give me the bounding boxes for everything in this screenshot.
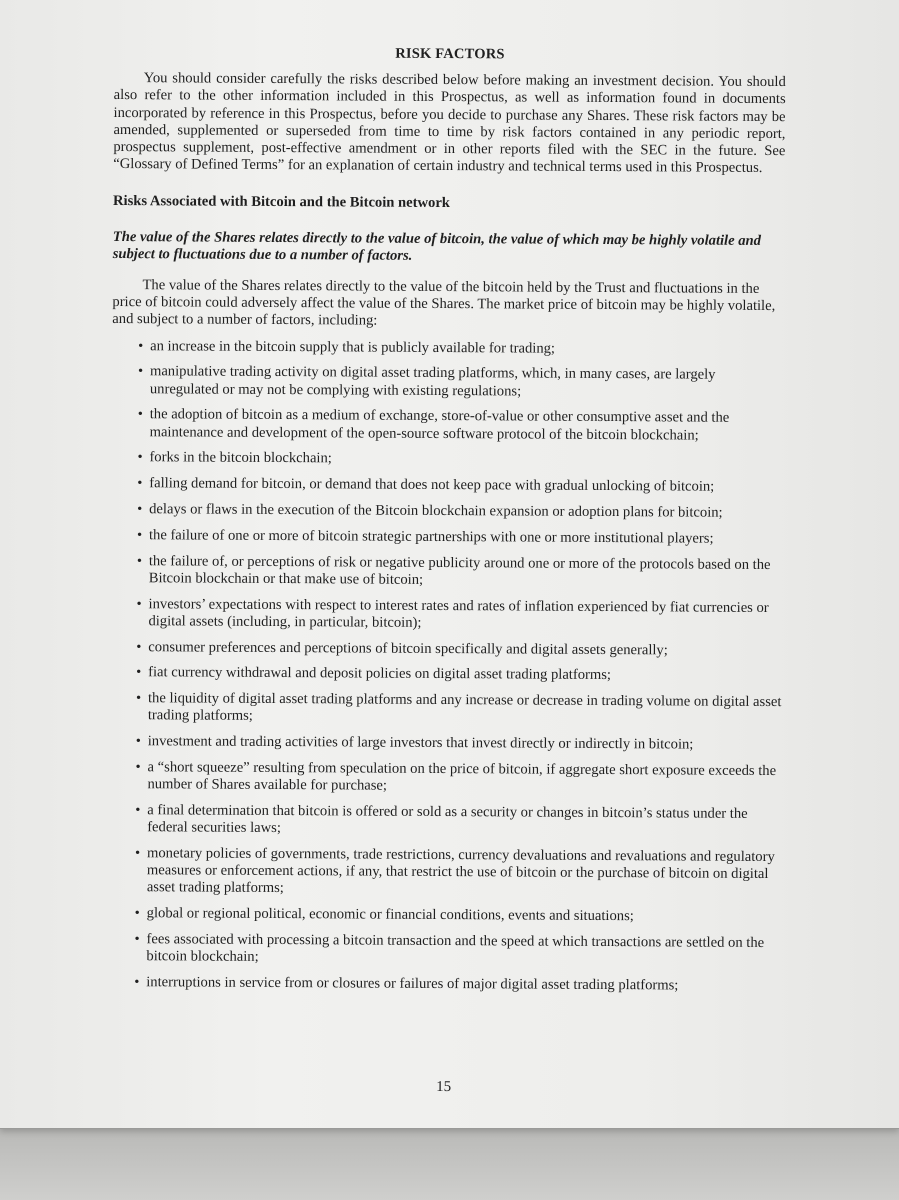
risk-factor-item xyxy=(109,845,781,901)
risk-factor-item xyxy=(112,406,784,445)
risk-factor-text: monetary policies of governments, trade restrictions, currency devaluations and revaluations and regulatory measures or enforcement actions, if any, that restrict the use of bitcoin or the purchase of bitcoin on digital asset trading platforms; xyxy=(146,845,775,897)
risk-lead-heading: The value of the Shares relates directly to the value of bitcoin, the value of which may be highly volatile and subject to fluctuations due to a number of factors. xyxy=(112,228,762,264)
risk-factor-text: a final determination that bitcoin is offered or sold as a security or changes in bitcoin’s status under the federal securities laws; xyxy=(147,802,748,837)
risk-factor-text: fees associated with processing a bitcoin transaction and the speed at which transactions are settled on the bitcoin blockchain; xyxy=(146,931,765,966)
page-title: RISK FACTORS xyxy=(395,45,505,63)
risk-factor-text: investors’ expectations with respect to interest rates and rates of inflation experienced by fiat currencies or digital assets (including, in particular, bitcoin); xyxy=(148,595,769,631)
bullet-icon: • xyxy=(136,595,142,612)
risk-factor-item xyxy=(109,759,781,798)
risk-factor-text: investment and trading activities of large investors that invest directly or indirectly in bitcoin; xyxy=(147,733,694,753)
section-heading: Risks Associated with Bitcoin and the Bitcoin network xyxy=(112,193,450,212)
risk-factor-item xyxy=(110,639,782,660)
bullet-icon: • xyxy=(136,664,142,681)
bullet-icon: • xyxy=(134,974,140,991)
risk-factor-text: global or regional political, economic or financial conditions, events and situations; xyxy=(146,905,634,925)
risk-factor-text: an increase in the bitcoin supply that is publicly available for trading; xyxy=(150,337,556,357)
underlying-page-edge xyxy=(0,1128,899,1200)
risk-factor-item xyxy=(108,931,780,970)
bullet-icon: • xyxy=(134,905,140,922)
risk-factor-text: a “short squeeze” resulting from speculation on the price of bitcoin, if aggregate short exposure exceeds the number of Shares available for purchase; xyxy=(147,759,777,794)
risk-factor-item xyxy=(112,363,784,402)
page-number: 15 xyxy=(436,1078,452,1096)
risk-factor-item xyxy=(111,475,783,496)
bullet-icon: • xyxy=(137,363,144,380)
risk-factor-item xyxy=(111,527,783,548)
risk-factor-text: the adoption of bitcoin as a medium of exchange, store-of-value or other consumptive asset and the maintenance and development of the open-source software protocol of the bitcoin blockchain; xyxy=(149,406,730,444)
risk-factor-item xyxy=(111,501,783,522)
bullet-icon: • xyxy=(137,449,143,466)
risk-factor-item xyxy=(110,733,782,754)
risk-factor-item xyxy=(110,596,782,635)
bullet-icon: • xyxy=(135,802,141,819)
risk-factor-text: interruptions in service from or closures or failures of major digital asset trading platforms; xyxy=(146,974,679,994)
bullet-icon: • xyxy=(137,406,143,423)
page-content xyxy=(108,44,786,1096)
risk-factor-text: consumer preferences and perceptions of bitcoin specifically and digital assets generally; xyxy=(148,638,668,659)
bullet-icon: • xyxy=(135,690,142,707)
risk-factor-text: delays or flaws in the execution of the Bitcoin blockchain expansion or adoption plans for bitcoin; xyxy=(149,501,723,521)
bullet-icon: • xyxy=(137,475,143,492)
risk-factor-text: the failure of one or more of bitcoin strategic partnerships with one or more institutional players; xyxy=(148,527,714,547)
bullet-icon: • xyxy=(135,759,141,776)
risk-factor-item xyxy=(109,905,781,926)
bullet-icon: • xyxy=(134,931,140,948)
risk-factor-text: fiat currency withdrawal and deposit policies on digital asset trading platforms; xyxy=(148,664,612,684)
risk-factor-item xyxy=(110,664,782,685)
risk-factor-list xyxy=(108,338,784,996)
bullet-icon: • xyxy=(138,337,144,354)
risk-factor-item xyxy=(108,974,780,995)
risk-factor-item xyxy=(112,338,784,359)
risk-factor-text: the failure of, or perceptions of risk or negative publicity around one or more of the protocols based on the Bitcoin blockchain or that make use of bitcoin; xyxy=(148,552,771,588)
bullet-icon: • xyxy=(135,733,141,750)
bullet-icon: • xyxy=(135,845,141,862)
intro-paragraph: You should consider carefully the risks described below before making an investment decision. You should also refer to the other information included in this Prospectus, as well as information found in documents incorporated by reference in this Prospectus, before you decide to purchase any Shares. These risk factors may be amended, supplemented or superseded from time to time by risk factors contained in any periodic report, prospectus supplement, post-effective amendment or in other reports filed with the SEC in the future. See “Glossary of Defined Terms” for an explanation of certain industry and technical terms used in this Prospectus. xyxy=(113,70,786,177)
bullet-icon: • xyxy=(136,638,142,655)
body-paragraph: The value of the Shares relates directly to the value of the bitcoin held by the Trust and fluctuations in the price of bitcoin could adversely affect the value of the Shares. The market price of bitcoin may be highly volatile, and subject to a number of factors, including: xyxy=(112,277,776,330)
risk-factor-text: falling demand for bitcoin, or demand that does not keep pace with gradual unlocking of bitcoin; xyxy=(149,475,715,495)
risk-factor-item xyxy=(111,553,783,592)
risk-factor-item xyxy=(110,690,782,729)
bullet-icon: • xyxy=(136,526,143,544)
risk-factor-item xyxy=(109,802,781,841)
risk-factor-text: the liquidity of digital asset trading platforms and any increase or decrease in trading volume on digital asset trading platforms; xyxy=(147,690,782,725)
bullet-icon: • xyxy=(136,552,143,569)
bullet-icon: • xyxy=(137,501,143,518)
risk-factor-item xyxy=(111,449,783,470)
risk-factor-text: forks in the bitcoin blockchain; xyxy=(149,449,332,467)
risk-factor-text: manipulative trading activity on digital asset trading platforms, which, in many cases, are largely unregulated or may not be complying with existing regulations; xyxy=(149,363,716,400)
